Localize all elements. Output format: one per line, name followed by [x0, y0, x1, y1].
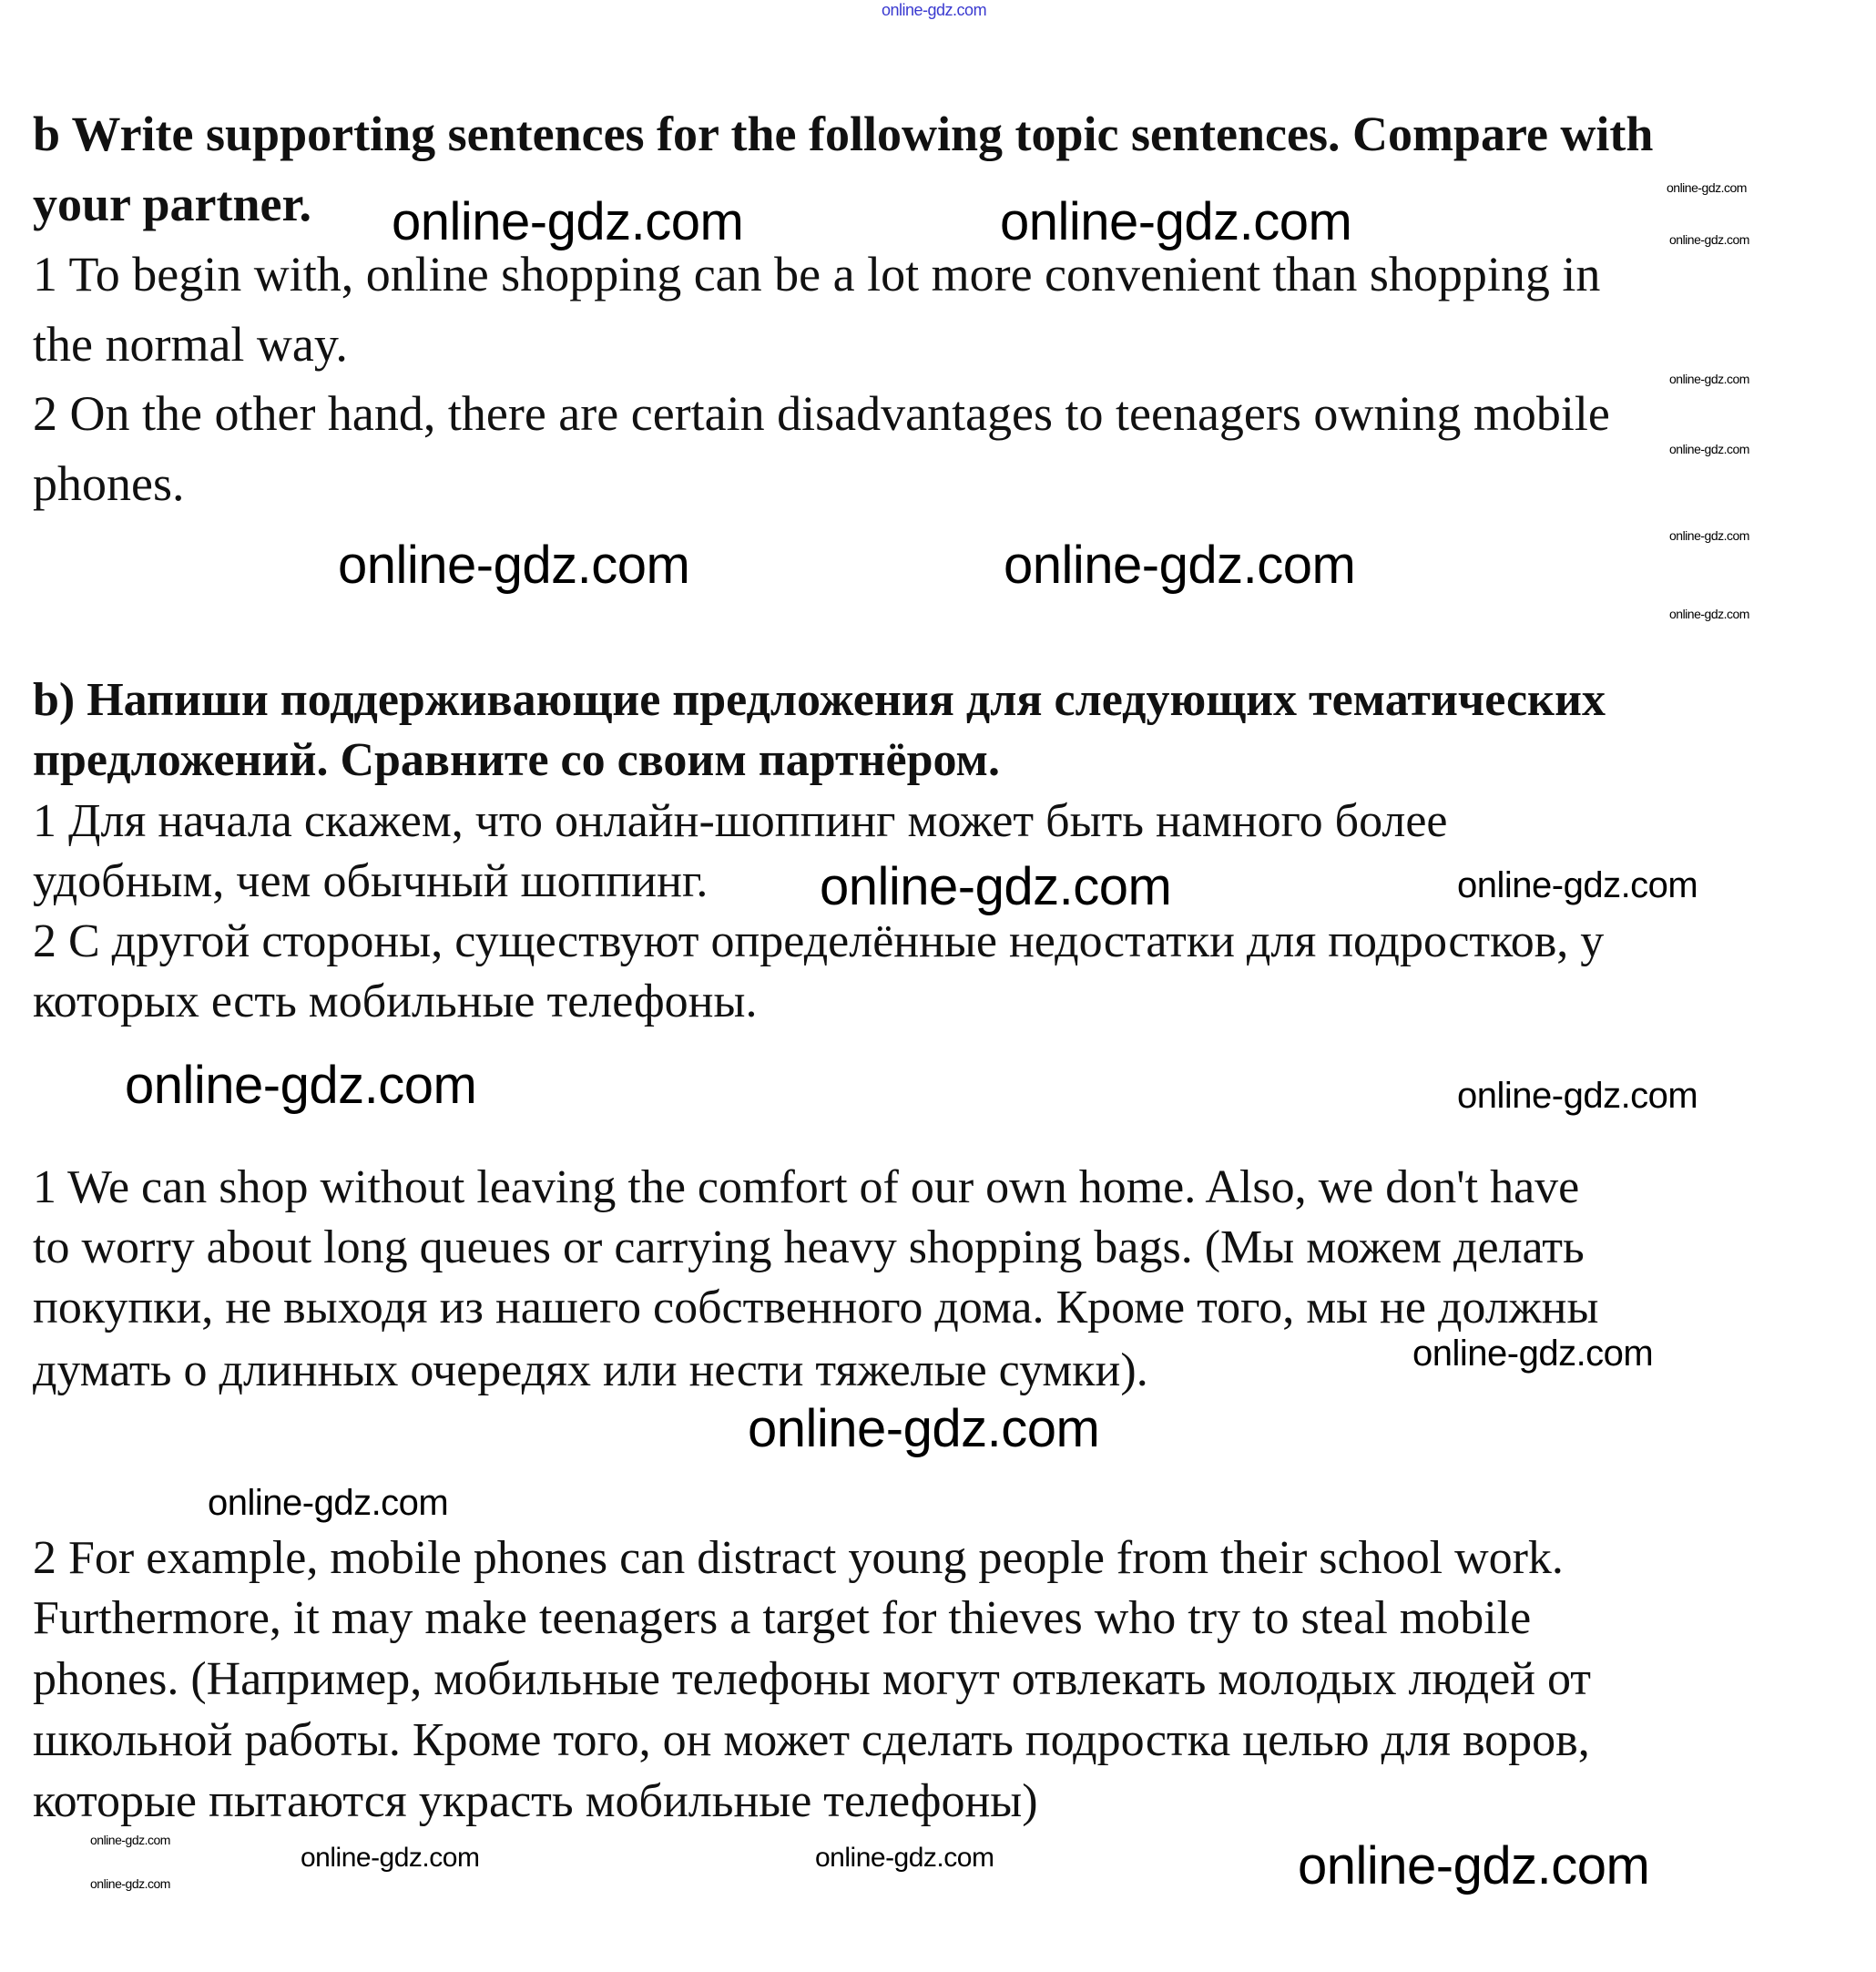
watermark: online-gdz.com [820, 857, 1172, 916]
answer-2-line: которые пытаются украсть мобильные телефоны) [33, 1775, 1038, 1827]
answer-1-line: покупки, не выходя из нашего собственного дома. Кроме того, мы не должны [33, 1282, 1599, 1333]
task-text-ru-line: удобным, чем обычный шоппинг. [33, 855, 709, 907]
task-text-en-line: phones. [33, 456, 185, 511]
task-heading-en-line: your partner. [33, 177, 312, 231]
watermark: online-gdz.com [1669, 372, 1749, 386]
watermark: online-gdz.com [1457, 865, 1698, 905]
task-text-ru-line: 2 С другой стороны, существуют определённые недостатки для подростков, у [33, 915, 1605, 967]
answer-1-line: думать о длинных очередях или нести тяжелые сумки). [33, 1344, 1148, 1396]
watermark: online-gdz.com [1669, 442, 1749, 456]
watermark: online-gdz.com [1669, 232, 1749, 247]
watermark: online-gdz.com [338, 536, 690, 595]
watermark: online-gdz.com [90, 1876, 170, 1891]
answer-2-line: phones. (Например, мобильные телефоны могут отвлекать молодых людей от [33, 1653, 1592, 1705]
watermark: online-gdz.com [1298, 1836, 1650, 1895]
watermark-top: online-gdz.com [882, 1, 987, 19]
watermark: online-gdz.com [301, 1843, 480, 1873]
watermark: online-gdz.com [1004, 536, 1356, 595]
task-text-en-line: the normal way. [33, 317, 348, 372]
task-text-ru-line: 1 Для начала скажем, что онлайн-шоппинг может быть намного более [33, 795, 1448, 847]
watermark: online-gdz.com [748, 1399, 1100, 1458]
watermark: online-gdz.com [90, 1833, 170, 1847]
task-heading-en-line: b Write supporting sentences for the following topic sentences. Compare with [33, 107, 1654, 161]
watermark: online-gdz.com [815, 1843, 994, 1873]
answer-2-line: 2 For example, mobile phones can distract young people from their school work. [33, 1532, 1564, 1584]
answer-1-line: to worry about long queues or carrying heavy shopping bags. (Мы можем делать [33, 1221, 1585, 1273]
answer-1-line: 1 We can shop without leaving the comfort of our own home. Also, we don't have [33, 1161, 1580, 1213]
task-text-en-line: 1 To begin with, online shopping can be a lot more convenient than shopping in [33, 247, 1601, 301]
answer-2-line: школьной работы. Кроме того, он может сделать подростка целью для воров, [33, 1714, 1590, 1766]
task-heading-ru-line: предложений. Сравните со своим партнёром. [33, 734, 1000, 786]
watermark: online-gdz.com [1000, 192, 1352, 251]
watermark: online-gdz.com [392, 192, 744, 251]
watermark: online-gdz.com [1412, 1333, 1654, 1374]
watermark: online-gdz.com [1669, 528, 1749, 543]
watermark: online-gdz.com [1667, 180, 1747, 195]
watermark: online-gdz.com [1669, 607, 1749, 621]
watermark: online-gdz.com [208, 1483, 449, 1523]
task-text-en-line: 2 On the other hand, there are certain disadvantages to teenagers owning mobile [33, 386, 1610, 441]
watermark: online-gdz.com [125, 1056, 477, 1115]
watermark: online-gdz.com [1457, 1076, 1698, 1116]
answer-2-line: Furthermore, it may make teenagers a target for thieves who try to steal mobile [33, 1592, 1532, 1644]
task-heading-ru-line: b) Напиши поддерживающие предложения для следующих тематических [33, 674, 1606, 726]
task-text-ru-line: которых есть мобильные телефоны. [33, 976, 758, 1027]
